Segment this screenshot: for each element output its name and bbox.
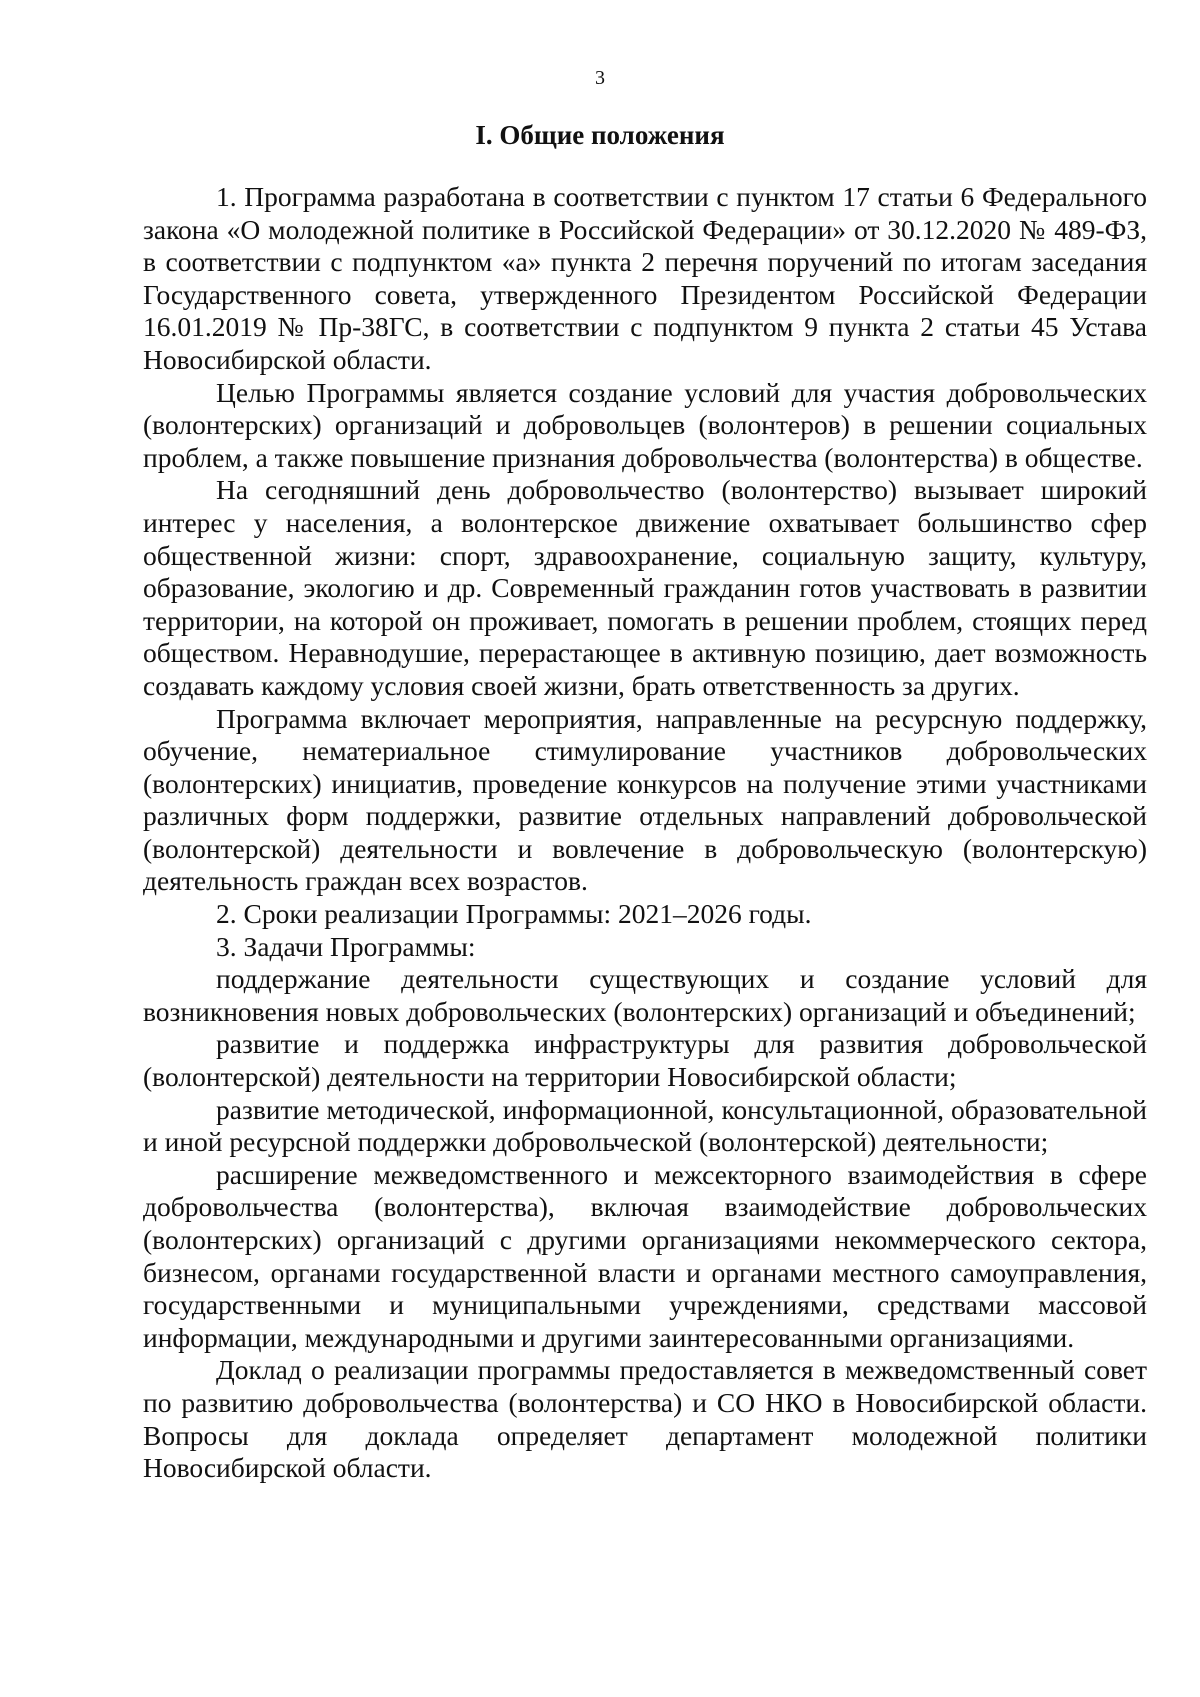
section-title: I. Общие положения — [475, 120, 725, 150]
paragraph-legal-basis: 1. Программа разработана в соответствии с пунктом 17 статьи 6 Федерального закона «О молодежной политике в Российской Федерации» от 30.12.2020 № 489-ФЗ, в соответствии с подпунктом «а» пункта 2 перечня поручений по итогам заседания Государственного совета, утвержденного Президентом Российской Федерации 16.01.2019 № Пр-38ГС, в соответствии с подпунктом 9 пункта 2 статьи 45 Устава Новосибирской области. — [143, 181, 1147, 375]
paragraph-program-terms: 2. Сроки реализации Программы: 2021–2026 годы. — [216, 898, 812, 930]
paragraph-program-activities: Программа включает мероприятия, направленные на ресурсную поддержку, обучение, нематериальное стимулирование участников добровольческих (волонтерских) инициатив, проведение конкурсов на получение этими участниками различных форм поддержки, развитие отдельных направлений добровольческой (волонтерской) деятельности и вовлечение в добровольческую (волонтерскую) деятельность граждан всех возрастов. — [143, 702, 1147, 897]
paragraph-report: Доклад о реализации программы предоставляется в межведомственный совет по развитию добровольчества (волонтерства) и СО НКО в Новосибирской области. Вопросы для доклада определяет департамент молодежной политики Новосибирской области. — [143, 1354, 1147, 1484]
document-body — [143, 181, 1147, 1485]
paragraph-task-4: расширение межведомственного и межсекторного взаимодействия в сфере добровольчества (волонтерства), включая взаимодействие добровольческих (волонтерских) организаций с другими организациями некоммерческого сектора, бизнесом, органами государственной власти и органами местного самоуправления, государственными и муниципальными учреждениями, средствами массовой информации, международными и другими заинтересованными организациями. — [143, 1158, 1147, 1353]
paragraph-task-2: развитие и поддержка инфраструктуры для развития добровольческой (волонтерской) деятельности на территории Новосибирской области; — [143, 1028, 1147, 1093]
paragraph-task-1: поддержание деятельности существующих и создание условий для возникновения новых добровольческих (волонтерских) организаций и объединений; — [143, 963, 1147, 1027]
paragraph-program-goal: Целью Программы является создание условий для участия добровольческих (волонтерских) организаций и добровольцев (волонтеров) в решении социальных проблем, а также повышение признания добровольчества (волонтерства) в обществе. — [143, 376, 1147, 473]
paragraph-volunteering-today: На сегодняшний день добровольчество (волонтерство) вызывает широкий интерес у населения, а волонтерское движение охватывает большинство сфер общественной жизни: спорт, здравоохранение, социальную защиту, культуру, образование, экологию и др. Современный гражданин готов участвовать в развитии территории, на которой он проживает, помогать в решении проблем, стоящих перед обществом. Неравнодушие, перерастающее в активную позицию, дает возможность создавать каждому условия своей жизни, брать ответственность за других. — [143, 474, 1147, 701]
paragraph-tasks-heading: 3. Задачи Программы: — [216, 930, 476, 962]
paragraph-task-3: развитие методической, информационной, консультационной, образовательной и иной ресурсной поддержки добровольческой (волонтерской) деятельности; — [143, 1093, 1147, 1158]
page-number: 3 — [595, 67, 605, 89]
